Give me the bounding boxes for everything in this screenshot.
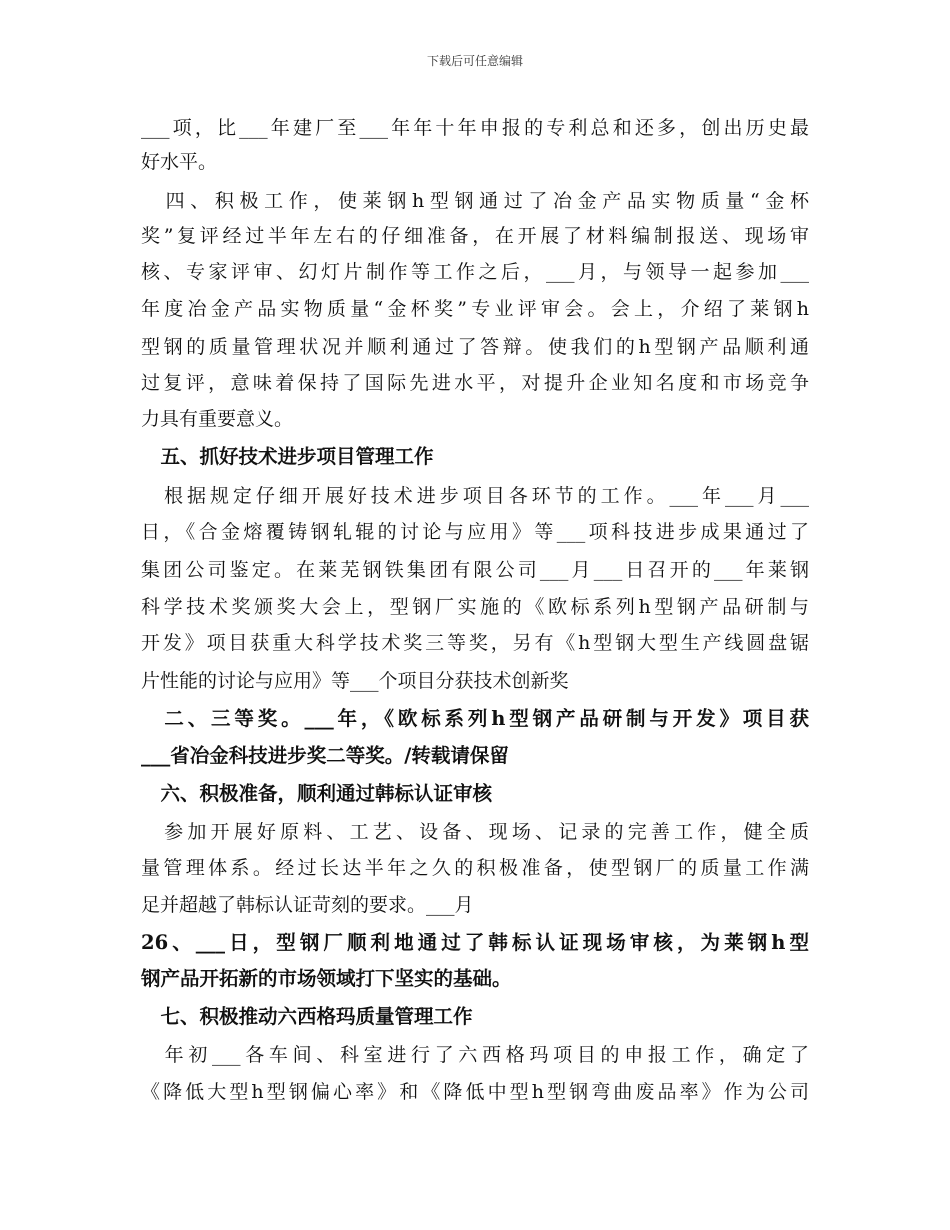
body-line: 量管理体系。经过长达半年之久的积极准备，使型钢厂的质量工作满 (141, 857, 809, 879)
body-line: 科学技术奖颁奖大会上，型钢厂实施的《欧标系列h型钢产品研制与 (141, 596, 809, 618)
body-line: ___项，比___年建厂至___年年十年申报的专利总和还多，创出历史最 (141, 117, 809, 139)
body-line: 根据规定仔细开展好技术进步项目各环节的工作。___年___月___ (141, 485, 809, 507)
body-line: 好水平。 (141, 151, 218, 173)
body-line: 日，《合金熔覆铸钢轧辊的讨论与应用》等___项科技进步成果通过了 (141, 521, 809, 543)
body-line: 核、专家评审、幻灯片制作等工作之后，___月，与领导一起参加___ (141, 261, 809, 283)
body-line: 力具有重要意义。 (141, 408, 294, 430)
bold-line: 钢产品开拓新的市场领域打下坚实的基础。 (141, 967, 512, 990)
body-line: 奖”复评经过半年左右的仔细准备，在开展了材料编制报送、现场审 (141, 225, 809, 247)
bold-line: 26、___日，型钢厂顺利地通过了韩标认证现场审核，为莱钢h型 (141, 931, 809, 954)
body-line: 年度冶金产品实物质量“金杯奖”专业评审会。会上，介绍了莱钢h (141, 298, 809, 320)
body-line: 年初___各车间、科室进行了六西格玛项目的申报工作，确定了 (141, 1044, 809, 1066)
body-line: 型钢的质量管理状况并顺利通过了答辩。使我们的h型钢产品顺利通 (141, 336, 809, 358)
body-line: 片性能的讨论与应用》等___个项目分获技术创新奖 (141, 670, 569, 692)
body-line: 开发》项目获重大科学技术奖三等奖，另有《h型钢大型生产线圆盘锯 (141, 632, 809, 654)
body-line: 参加开展好原料、工艺、设备、现场、记录的完善工作，健全质 (141, 821, 809, 843)
body-line: 集团公司鉴定。在莱芜钢铁集团有限公司___月___日召开的___年莱钢 (141, 559, 809, 581)
section-heading: 六、积极准备，顺利通过韩标认证审核 (141, 782, 493, 805)
body-line: 四、积极工作，使莱钢h型钢通过了冶金产品实物质量“金杯 (141, 190, 809, 212)
section-heading: 五、抓好技术进步项目管理工作 (141, 445, 434, 468)
bold-line: ___省冶金科技进步奖二等奖。/转载请保留 (141, 744, 509, 767)
body-line: 《降低大型h型钢偏心率》和《降低中型h型钢弯曲废品率》作为公司 (141, 1081, 809, 1103)
bold-line: 二、三等奖。___年，《欧标系列h型钢产品研制与开发》项目获 (141, 707, 809, 730)
body-line: 过复评，意味着保持了国际先进水平，对提升企业知名度和市场竞争 (141, 372, 809, 394)
page-header: 下载后可任意编辑 (426, 54, 523, 68)
section-heading: 七、积极推动六西格玛质量管理工作 (141, 1005, 473, 1028)
body-line: 足并超越了韩标认证苛刻的要求。___月 (141, 894, 474, 916)
